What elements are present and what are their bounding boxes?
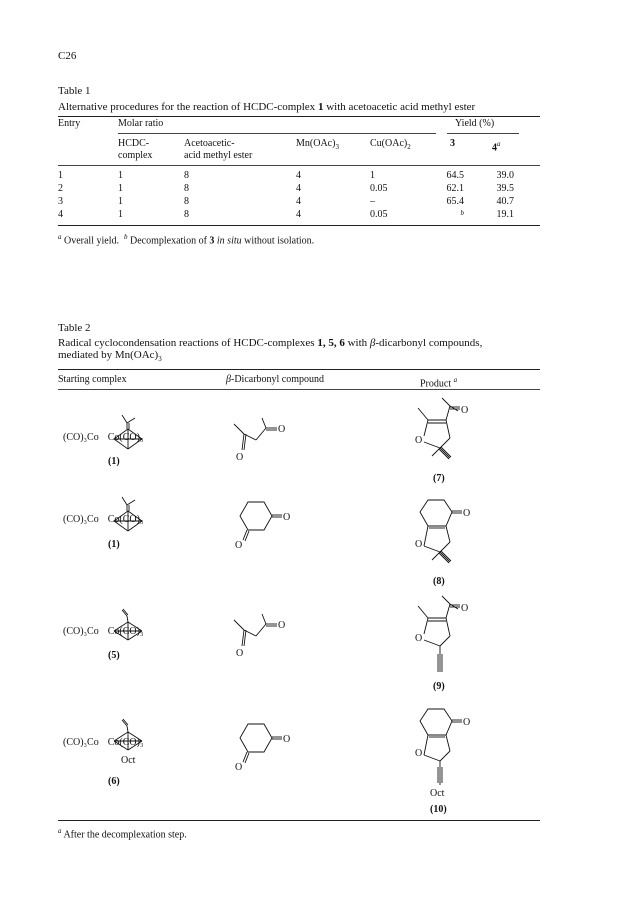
t1-cell-entry: 1: [58, 170, 63, 181]
t1-cell-hcdc: 1: [118, 183, 123, 194]
t1-header-cu: $Cu(OAc)_2$: [370, 138, 411, 151]
t1-cell-y3: 65.4: [446, 196, 464, 207]
o-atom: O: [461, 603, 469, 614]
t1-cell-mn: 4: [296, 170, 301, 181]
cluster-6-oct: Oct: [121, 755, 136, 766]
o-atom: O: [278, 424, 286, 435]
o-atom: O: [415, 435, 423, 446]
cyclohexanedione-1: [228, 496, 296, 550]
cluster-6-text: (CO)₃Co Co(CO)₃: [63, 737, 144, 748]
table2-top-rule: [58, 369, 540, 370]
t1-cell-aceto: 8: [184, 170, 189, 181]
o-atom: O: [415, 748, 423, 759]
t1-header-y4: 4$^a$: [492, 140, 501, 154]
o-atom: O: [463, 508, 471, 519]
table1-footnotes: $^a$ Overall yield. $^b$ Decomplexation of 3 in situ without isolation.: [58, 233, 315, 247]
o-atom: O: [283, 734, 291, 745]
label-1b: (1): [108, 539, 120, 550]
acetoacetate-1: [228, 414, 292, 464]
t1-yield-subrule: [447, 133, 519, 134]
t1-header-hcdc: HCDC- complex: [118, 138, 153, 161]
product-10: [408, 705, 488, 787]
t1-header-y3: 3: [450, 138, 455, 149]
t1-cell-cu: 0.05: [370, 183, 388, 194]
acetoacetate-2: [228, 610, 292, 660]
t1-cell-y4: 19.1: [496, 209, 514, 220]
o-atom: O: [283, 512, 291, 523]
t1-header-yield: Yield (%): [455, 118, 495, 129]
t2-header-product: Product $^a$: [420, 376, 458, 390]
t1-cell-y3: b: [460, 209, 464, 217]
t1-cell-y4: 40.7: [496, 196, 514, 207]
t1-cell-hcdc: 1: [118, 209, 123, 220]
label-6: (6): [108, 776, 120, 787]
t1-cell-mn: 4: [296, 209, 301, 220]
t1-cell-hcdc: 1: [118, 196, 123, 207]
t1-cell-y3: 64.5: [446, 170, 464, 181]
t2-header-start: Starting complex: [58, 374, 127, 385]
label-5: (5): [108, 650, 120, 661]
table2-bottom-rule: [58, 820, 540, 821]
cluster-1b-text: (CO)₃Co Co(CO)₃: [63, 514, 144, 525]
o-atom: O: [236, 648, 244, 659]
table2-label: Table 2: [58, 322, 91, 334]
t1-cell-y4: 39.0: [496, 170, 514, 181]
t1-cell-mn: 4: [296, 196, 301, 207]
t2-header-rule: [58, 389, 540, 390]
t1-cell-aceto: 8: [184, 196, 189, 207]
t1-cell-hcdc: 1: [118, 170, 123, 181]
t1-header-entry: Entry: [58, 118, 81, 129]
label-10: (10): [430, 804, 447, 815]
table1-label: Table 1: [58, 85, 91, 97]
t1-cell-y3: 62.1: [446, 183, 464, 194]
t1-cell-cu: 0.05: [370, 209, 388, 220]
table1-top-rule: [58, 116, 540, 117]
product-8: [408, 496, 488, 572]
o-atom: O: [415, 633, 423, 644]
label-1a: (1): [108, 456, 120, 467]
t1-header-molar-ratio: Molar ratio: [118, 118, 164, 129]
t1-header-aceto: Acetoacetic- acid methyl ester: [184, 138, 253, 161]
t1-cell-cu: 1: [370, 170, 375, 181]
t1-cell-entry: 3: [58, 196, 63, 207]
label-7: (7): [433, 473, 445, 484]
table2-footnote: $^a$ After the decomplexation step.: [58, 827, 187, 841]
o-atom: O: [278, 620, 286, 631]
t1-cell-entry: 2: [58, 183, 63, 194]
o-atom: O: [463, 717, 471, 728]
t1-header-mn: $Mn(OAc)_3$: [296, 138, 339, 151]
t1-cell-aceto: 8: [184, 183, 189, 194]
t2-header-dicarbonyl: β-Dicarbonyl compound: [226, 374, 325, 385]
t1-cell-entry: 4: [58, 209, 63, 220]
cluster-5-text: (CO)₃Co Co(CO)₃: [63, 626, 144, 637]
cluster-1a-text: (CO)₃Co Co(CO)₃: [63, 432, 144, 443]
o-atom: O: [461, 405, 469, 416]
label-9: (9): [433, 681, 445, 692]
t1-cell-y4: 39.5: [496, 183, 514, 194]
o-atom: O: [236, 452, 244, 463]
label-8: (8): [433, 576, 445, 587]
product-9: [408, 594, 488, 674]
t1-molar-subrule: [118, 133, 436, 134]
product-10-oct: Oct: [430, 788, 445, 799]
table1-bottom-rule: [58, 225, 540, 226]
t1-header-rule: [58, 165, 540, 166]
o-atom: O: [235, 540, 243, 551]
o-atom: O: [235, 762, 243, 773]
o-atom: O: [415, 539, 423, 550]
t1-cell-aceto: 8: [184, 209, 189, 220]
page-id: C26: [58, 50, 77, 62]
t1-cell-cu: –: [370, 196, 375, 207]
cyclohexanedione-2: [228, 718, 296, 772]
table2-caption: Radical cyclocondensation reactions of HCDC-complexes 1, 5, 6 with β-dicarbonyl compounds, mediated by $Mn(OAc)_3$: [58, 337, 483, 364]
t1-cell-mn: 4: [296, 183, 301, 194]
product-7: [408, 396, 488, 468]
table1-caption: Alternative procedures for the reaction of HCDC-complex 1 with acetoacetic acid methyl ester: [58, 101, 476, 113]
